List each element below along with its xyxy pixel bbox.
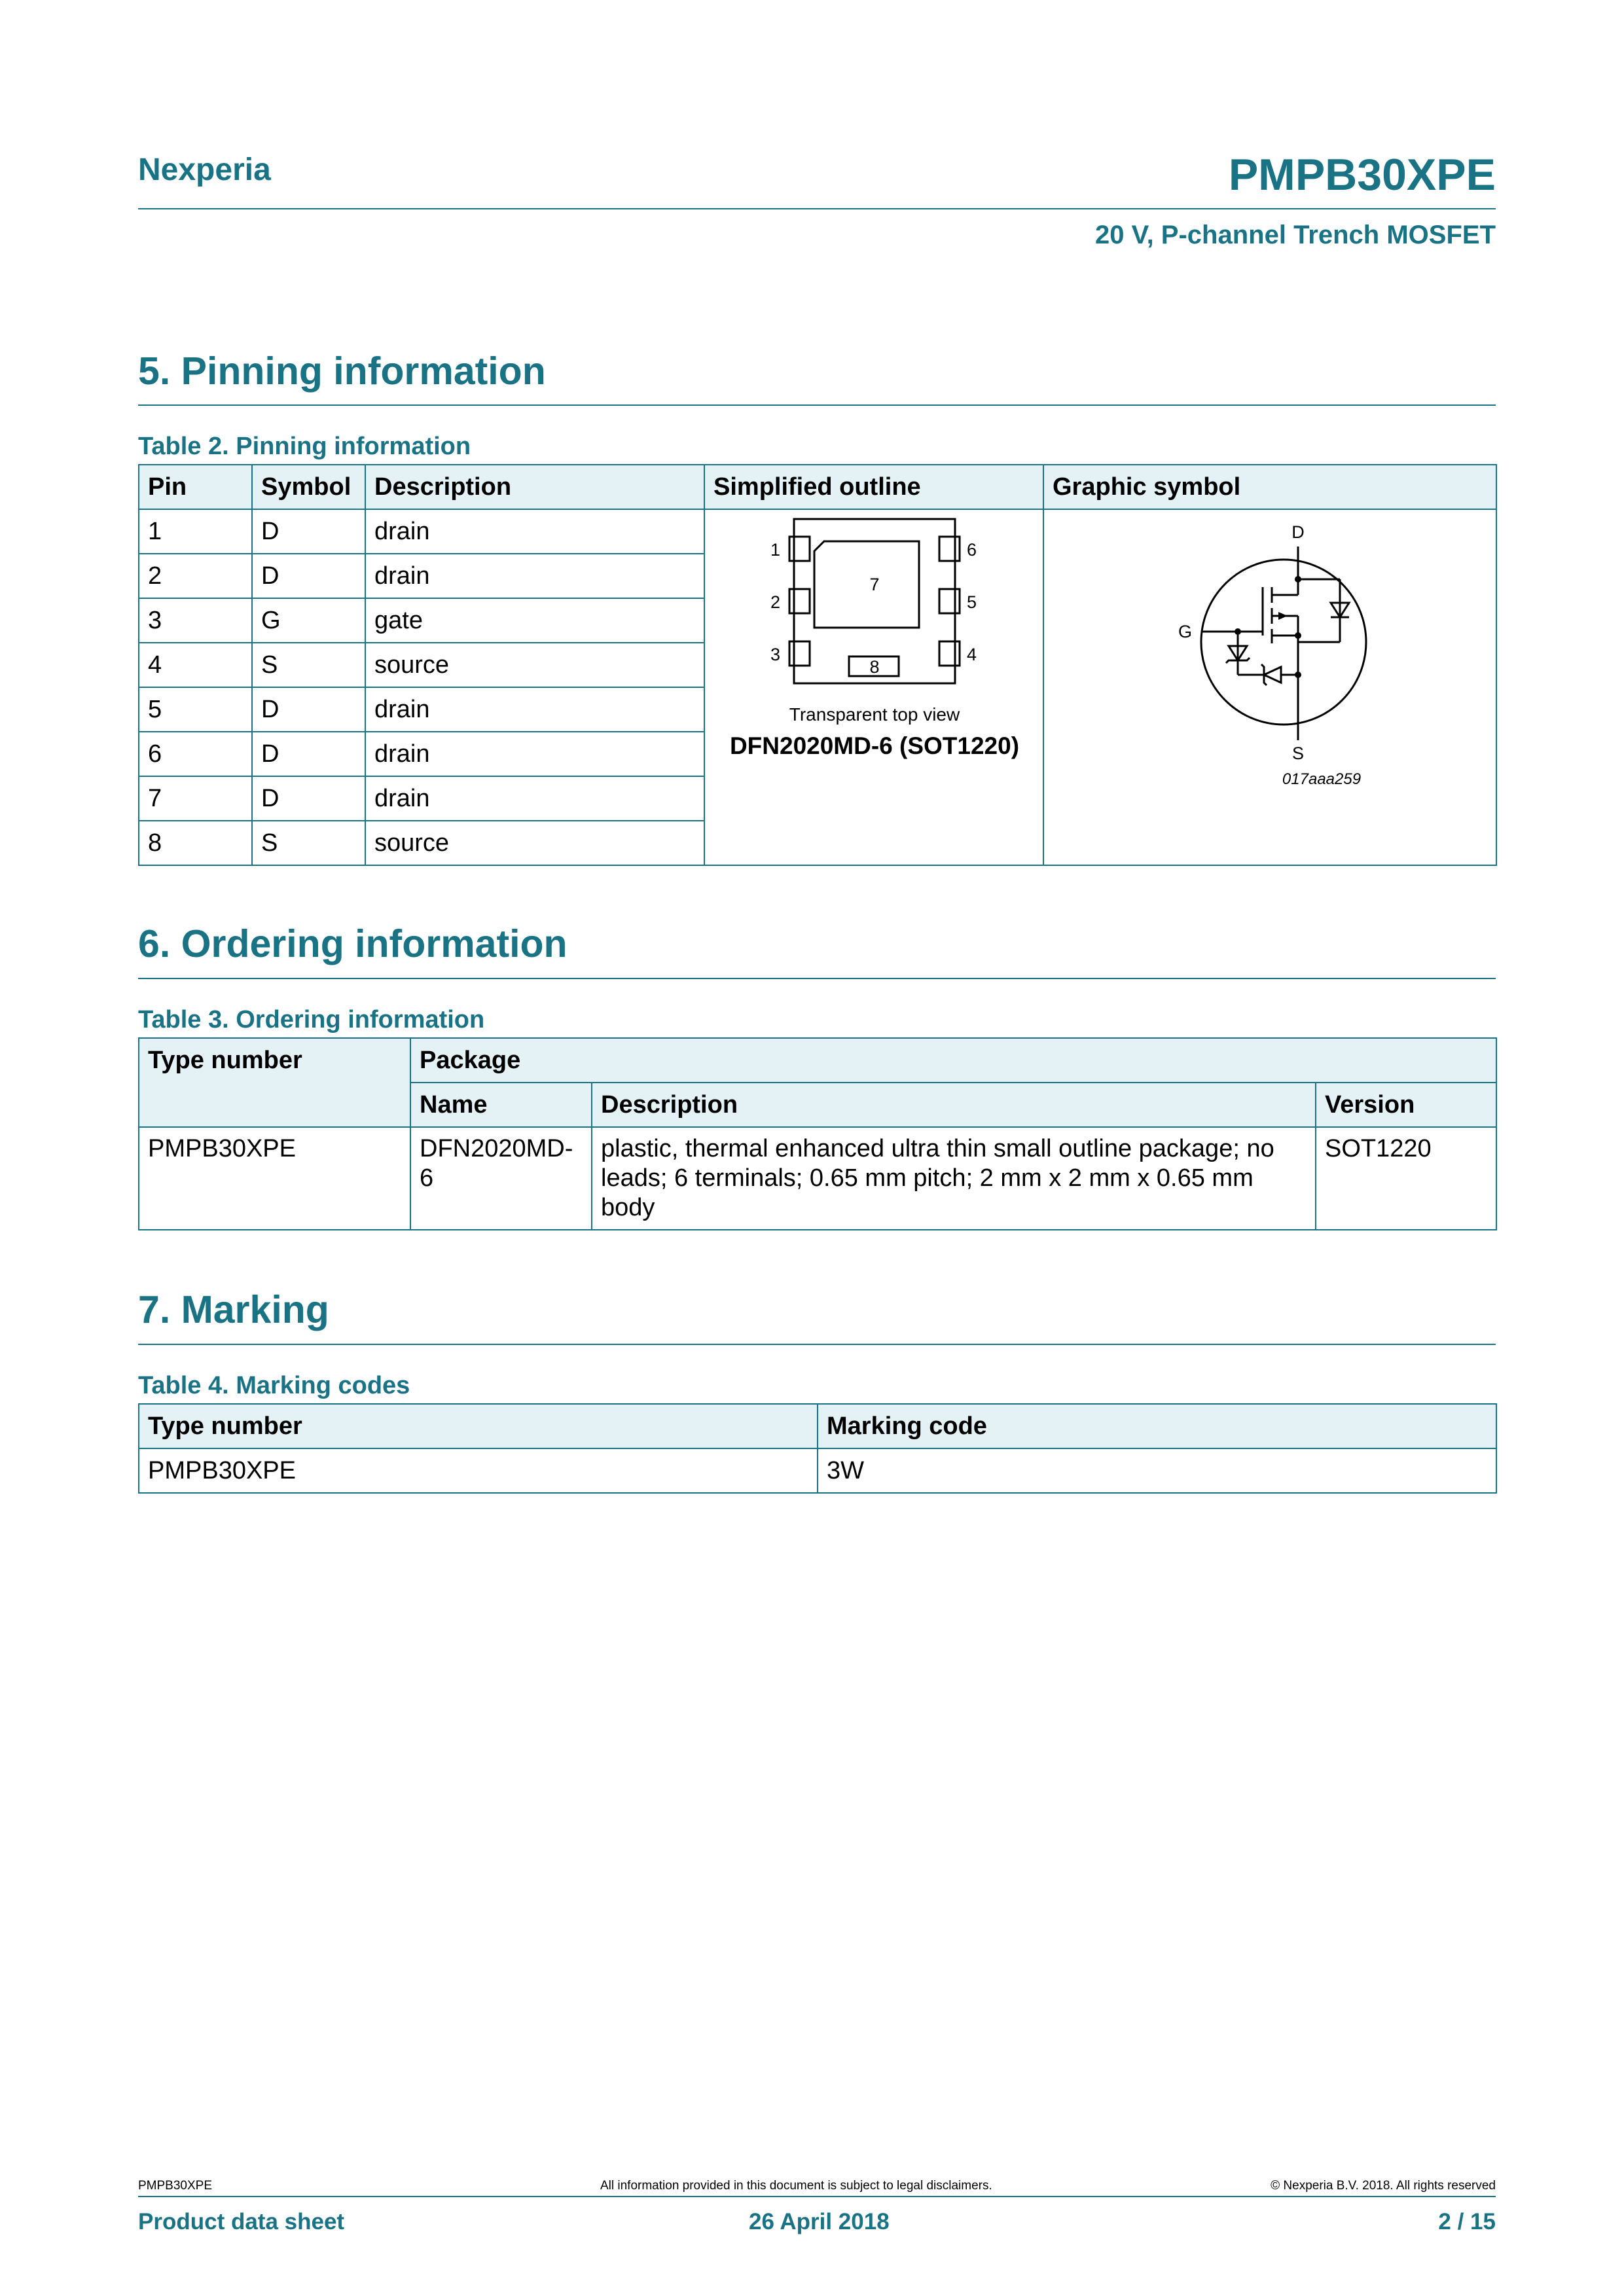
cell-description: drain (365, 509, 704, 554)
symbol-circle (1201, 560, 1366, 725)
body-arrow (1278, 612, 1288, 620)
cell-type-number: PMPB30XPE (139, 1127, 410, 1230)
pin-label-7: 7 (869, 575, 880, 594)
brand-name: Nexperia (138, 152, 271, 187)
cell-description: drain (365, 554, 704, 598)
cell-description: drain (365, 732, 704, 776)
drain-label: D (1291, 522, 1305, 542)
table-caption-pinning: Table 2. Pinning information (138, 433, 471, 460)
cell-symbol: S (252, 821, 365, 865)
package-outline-drawing (705, 510, 1044, 863)
col-header-name: Name (410, 1083, 592, 1127)
pad-4 (939, 641, 960, 666)
footer-page-number: 2 / 15 (1438, 2209, 1496, 2234)
cell-pin: 5 (139, 687, 252, 732)
section-title-pinning: 5. Pinning information (138, 350, 546, 393)
cell-pin: 4 (139, 643, 252, 687)
table-header-row (139, 1404, 1496, 1448)
footer-disclaimer: All information provided in this document is subject to legal disclaimers. (600, 2179, 992, 2193)
cell-description: source (365, 643, 704, 687)
cell-pin: 7 (139, 776, 252, 821)
cell-symbol: D (252, 687, 365, 732)
cell-simplified-outline (704, 509, 1043, 865)
cell-symbol: S (252, 643, 365, 687)
pinning-table (138, 464, 1497, 866)
cell-pin: 3 (139, 598, 252, 643)
col-header-type-number: Type number (139, 1038, 410, 1127)
cell-graphic-symbol (1043, 509, 1496, 865)
table-header-row (139, 465, 1496, 509)
pin-label-6: 6 (967, 540, 977, 560)
cell-symbol: D (252, 732, 365, 776)
col-header-type-number: Type number (139, 1404, 818, 1448)
footer-date: 26 April 2018 (749, 2209, 890, 2234)
pad-5 (939, 589, 960, 613)
source-junction-dot (1295, 632, 1301, 639)
mosfet-symbol-drawing (1044, 510, 1497, 863)
cell-description: drain (365, 776, 704, 821)
figure-code: 017aaa259 (1282, 770, 1362, 788)
pin-label-8: 8 (869, 657, 880, 677)
pin-label-5: 5 (967, 592, 977, 612)
section-rule (138, 1344, 1496, 1345)
gate-label: G (1178, 622, 1192, 641)
part-subtitle: 20 V, P-channel Trench MOSFET (1094, 221, 1496, 249)
cell-symbol: D (252, 554, 365, 598)
footer-copyright: © Nexperia B.V. 2018. All rights reserved (1271, 2179, 1496, 2193)
marking-table (138, 1403, 1497, 1494)
cell-pin: 8 (139, 821, 252, 865)
zener-diode-2-triangle (1264, 667, 1281, 683)
table-row (139, 1127, 1496, 1230)
col-header-symbol: Symbol (252, 465, 365, 509)
cell-symbol: D (252, 776, 365, 821)
col-header-package: Package (410, 1038, 1496, 1083)
source-label: S (1291, 744, 1305, 763)
table-header-row (139, 1038, 1496, 1083)
cell-description: source (365, 821, 704, 865)
cell-symbol: D (252, 509, 365, 554)
table-caption-marking: Table 4. Marking codes (138, 1372, 410, 1399)
pad-1 (789, 537, 810, 561)
exposed-pad-7 (814, 541, 919, 628)
gate-junction-dot (1235, 628, 1241, 635)
part-number: PMPB30XPE (1228, 150, 1496, 200)
pad-2 (789, 589, 810, 613)
drain-junction-dot (1295, 576, 1301, 583)
pin-label-1: 1 (770, 540, 780, 560)
cell-marking-code: 3W (818, 1448, 1496, 1493)
col-header-pin: Pin (139, 465, 252, 509)
col-header-marking-code: Marking code (818, 1404, 1496, 1448)
outline-view-caption: Transparent top view (789, 704, 960, 725)
cell-pin: 1 (139, 509, 252, 554)
col-header-version: Version (1316, 1083, 1496, 1127)
cell-package-description: plastic, thermal enhanced ultra thin small outline package; no leads; 6 terminals; 0.65 mm pitch; 2 mm x 2 mm x 0.65 mm body (592, 1127, 1316, 1230)
pin-label-4: 4 (967, 645, 977, 664)
outline-package-name: DFN2020MD-6 (SOT1220) (729, 732, 1020, 759)
pin-label-3: 3 (770, 645, 780, 664)
section-rule (138, 978, 1496, 979)
footer-doc-type: Product data sheet (138, 2209, 345, 2234)
cell-package-name: DFN2020MD-6 (410, 1127, 592, 1230)
table-row (139, 509, 1496, 554)
section-title-marking: 7. Marking (138, 1288, 329, 1331)
ordering-table (138, 1037, 1497, 1230)
cell-description: drain (365, 687, 704, 732)
zener-source-dot (1295, 672, 1301, 678)
table-row (139, 1448, 1496, 1493)
col-header-graphic-symbol: Graphic symbol (1043, 465, 1496, 509)
pin-label-2: 2 (770, 592, 780, 612)
header-rule (138, 208, 1496, 209)
cell-type-number: PMPB30XPE (139, 1448, 818, 1493)
col-header-description: Description (365, 465, 704, 509)
cell-description: gate (365, 598, 704, 643)
cell-pin: 2 (139, 554, 252, 598)
cell-pin: 6 (139, 732, 252, 776)
pad-3 (789, 641, 810, 666)
cell-version: SOT1220 (1316, 1127, 1496, 1230)
col-header-simplified-outline: Simplified outline (704, 465, 1043, 509)
footer-rule (138, 2196, 1496, 2197)
table-caption-ordering: Table 3. Ordering information (138, 1006, 485, 1033)
section-rule (138, 404, 1496, 406)
footer-doc-id: PMPB30XPE (138, 2179, 212, 2193)
pad-6 (939, 537, 960, 561)
section-title-ordering: 6. Ordering information (138, 922, 568, 965)
cell-symbol: G (252, 598, 365, 643)
col-header-description: Description (592, 1083, 1316, 1127)
